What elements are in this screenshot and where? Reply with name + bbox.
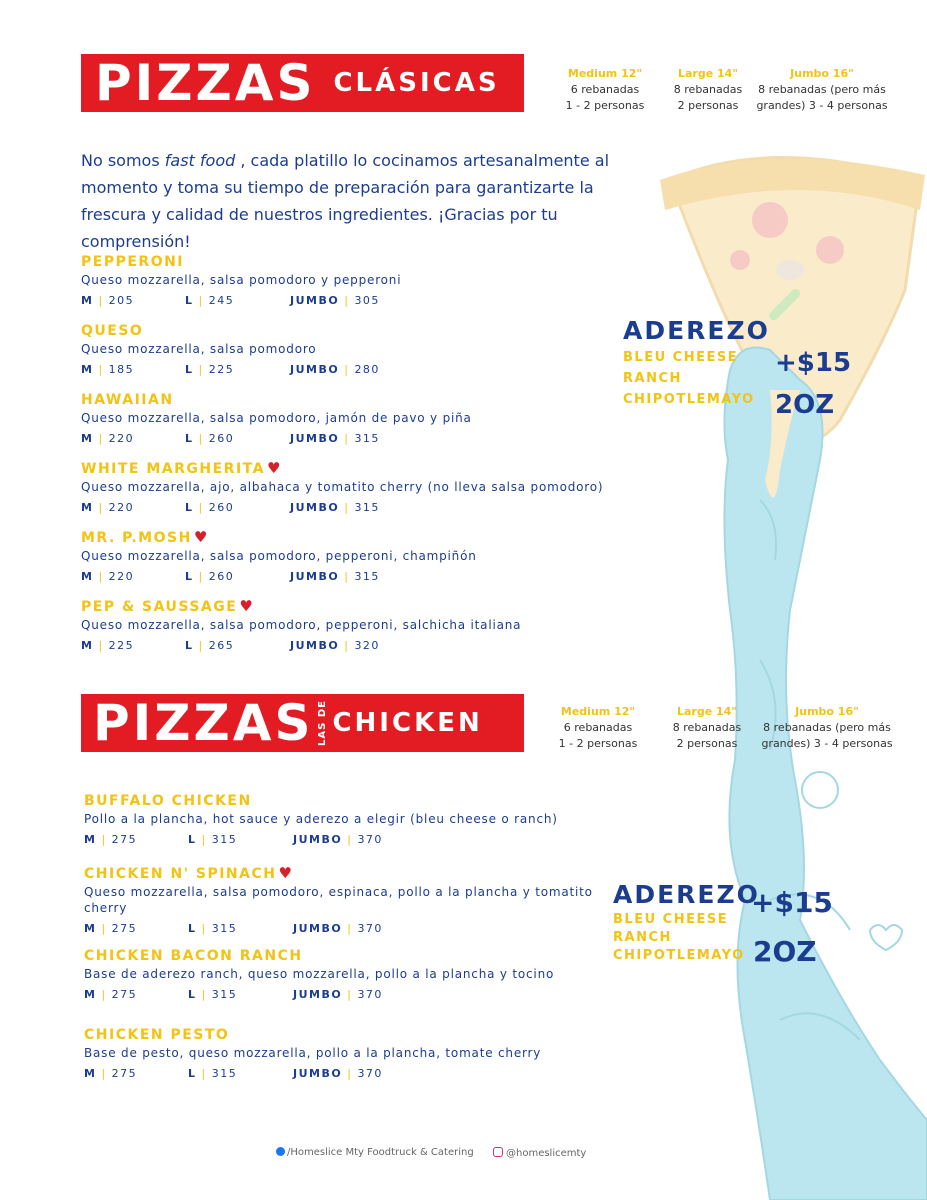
price-jumbo: 370 <box>357 833 383 846</box>
price-jumbo: 370 <box>357 988 383 1001</box>
price-separator: | <box>347 922 353 935</box>
price-separator: | <box>201 922 207 935</box>
price-separator: | <box>201 833 207 846</box>
section1-title-small: CLÁSICAS <box>333 68 500 98</box>
size-slices: 6 rebanadas <box>563 721 633 734</box>
price-separator: | <box>198 294 204 307</box>
price-jumbo: 315 <box>354 501 380 514</box>
price-label-m: M <box>81 432 94 445</box>
aderezo-options <box>613 911 863 965</box>
size-slices: 8 rebanadas (pero más <box>763 721 891 734</box>
price-separator: | <box>344 501 350 514</box>
price-separator: | <box>98 501 104 514</box>
heart-icon: ♥ <box>278 864 294 882</box>
price-m: 205 <box>108 294 135 307</box>
price-l: 245 <box>208 294 235 307</box>
aderezo-price: +$15 <box>751 886 833 919</box>
menu-item <box>81 390 621 446</box>
price-jumbo: 320 <box>354 639 380 652</box>
price-m: 220 <box>108 432 135 445</box>
price-separator: | <box>98 432 104 445</box>
price-separator: | <box>98 639 104 652</box>
price-separator: | <box>201 988 207 1001</box>
section1-aderezo <box>623 316 853 426</box>
price-separator: | <box>347 988 353 1001</box>
price-m: 275 <box>111 922 138 935</box>
price-label-m: M <box>81 639 94 652</box>
item-description: Queso mozzarella, salsa pomodoro, pepperoni, salchicha italiana <box>81 618 522 632</box>
size-slices: 6 rebanadas <box>570 83 640 96</box>
size-name: Jumbo 16" <box>795 705 859 718</box>
section2-aderezo <box>613 880 863 990</box>
section2-title-banner <box>81 694 524 752</box>
price-jumbo: 280 <box>354 363 380 376</box>
intro-text-2: , cada platillo lo cocinamos artesanalmente al momento y toma su tiempo de preparación para garantizarte la frescura y calidad de nuestros ingredientes. ¡Gracias por tu comprensión! <box>81 151 610 251</box>
aderezo-option: CHIPOTLEMAYO <box>623 392 755 407</box>
item-name-text: QUESO <box>81 323 144 339</box>
item-prices <box>81 432 621 446</box>
aderezo-title: ADEREZO <box>623 316 770 345</box>
menu-item <box>84 791 594 847</box>
price-label-l: L <box>188 833 197 846</box>
pizza-arm-illustration <box>650 140 927 1200</box>
price-l: 225 <box>208 363 235 376</box>
price-l: 315 <box>211 988 238 1001</box>
heart-icon: ♥ <box>239 597 255 615</box>
item-name <box>84 864 594 882</box>
item-name-text: CHICKEN N' SPINACH <box>84 866 277 882</box>
price-jumbo: 370 <box>357 1067 383 1080</box>
price-label-l: L <box>185 432 194 445</box>
item-name-text: HAWAIIAN <box>81 392 174 408</box>
heart-icon: ♥ <box>266 459 282 477</box>
section2-title-small: CHICKEN <box>332 708 483 738</box>
item-description: Queso mozzarella, salsa pomodoro, espinaca, pollo a la plancha y tomatito cherry <box>84 885 593 915</box>
aderezo-option: RANCH <box>623 371 682 386</box>
instagram-icon <box>493 1147 503 1157</box>
price-label-l: L <box>185 294 194 307</box>
price-separator: | <box>347 833 353 846</box>
item-prices <box>84 1067 594 1081</box>
price-l: 260 <box>208 570 235 583</box>
intro-text-italic: fast food <box>164 151 236 170</box>
aderezo-size: 2OZ <box>753 935 817 968</box>
section1-size-medium <box>555 66 655 114</box>
size-name: Large 14" <box>676 705 738 718</box>
section2-size-jumbo <box>755 704 899 752</box>
item-description: Queso mozzarella, salsa pomodoro, jamón de pavo y piña <box>81 411 472 425</box>
price-l: 315 <box>211 1067 238 1080</box>
item-name <box>84 791 594 809</box>
heart-icon: ♥ <box>193 528 209 546</box>
item-name-text: PEPPERONI <box>81 254 185 270</box>
price-label-l: L <box>185 570 194 583</box>
item-name-text: CHICKEN PESTO <box>84 1027 230 1043</box>
item-name-text: CHICKEN BACON RANCH <box>84 948 303 964</box>
price-label-m: M <box>81 501 94 514</box>
aderezo-price: +$15 <box>775 348 852 378</box>
price-l: 315 <box>211 922 238 935</box>
item-name <box>84 946 594 964</box>
price-label-l: L <box>188 988 197 1001</box>
price-label-jumbo: JUMBO <box>293 988 343 1001</box>
aderezo-option: BLEU CHEESE <box>623 350 739 365</box>
aderezo-size: 2OZ <box>775 390 835 420</box>
size-name: Large 14" <box>677 67 739 80</box>
price-separator: | <box>198 363 204 376</box>
item-description: Queso mozzarella, ajo, albahaca y tomatito cherry (no lleva salsa pomodoro) <box>81 480 604 494</box>
item-name <box>81 597 621 615</box>
price-label-jumbo: JUMBO <box>293 833 343 846</box>
price-m: 220 <box>108 570 135 583</box>
size-slices: 8 rebanadas <box>672 721 742 734</box>
item-description: Queso mozzarella, salsa pomodoro, pepperoni, champiñón <box>81 549 477 563</box>
section1-size-large <box>663 66 753 114</box>
section1-title-big: PIZZAS <box>95 54 316 112</box>
section2-size-medium <box>548 704 648 752</box>
price-separator: | <box>101 922 107 935</box>
intro-text-1: No somos <box>81 151 165 170</box>
price-l: 260 <box>208 432 235 445</box>
price-separator: | <box>201 1067 207 1080</box>
item-description: Pollo a la plancha, hot sauce y aderezo a elegir (bleu cheese o ranch) <box>84 812 558 826</box>
aderezo-option: BLEU CHEESE <box>613 912 729 927</box>
menu-item <box>84 946 594 1002</box>
price-label-m: M <box>84 922 97 935</box>
size-people: 1 - 2 personas <box>558 737 638 750</box>
price-m: 275 <box>111 988 138 1001</box>
price-separator: | <box>344 294 350 307</box>
item-description: Queso mozzarella, salsa pomodoro y pepperoni <box>81 273 402 287</box>
menu-item <box>84 1025 594 1081</box>
item-prices <box>84 833 594 847</box>
price-separator: | <box>98 294 104 307</box>
price-label-jumbo: JUMBO <box>293 922 343 935</box>
item-name <box>81 321 621 339</box>
price-label-l: L <box>188 922 197 935</box>
item-description: Queso mozzarella, salsa pomodoro <box>81 342 317 356</box>
item-prices <box>81 294 621 308</box>
section1-size-jumbo <box>752 66 892 114</box>
aderezo-title: ADEREZO <box>613 880 760 909</box>
size-name: Medium 12" <box>567 67 643 80</box>
item-prices <box>84 988 594 1002</box>
size-people: grandes) 3 - 4 personas <box>761 737 893 750</box>
price-separator: | <box>101 1067 107 1080</box>
price-separator: | <box>101 988 107 1001</box>
price-jumbo: 315 <box>354 432 380 445</box>
size-people: 2 personas <box>677 99 739 112</box>
price-jumbo: 305 <box>354 294 380 307</box>
section1-menu-list <box>81 252 621 653</box>
item-prices <box>84 922 594 936</box>
price-separator: | <box>198 639 204 652</box>
price-separator: | <box>344 432 350 445</box>
price-m: 220 <box>108 501 135 514</box>
price-label-jumbo: JUMBO <box>290 639 340 652</box>
price-separator: | <box>98 363 104 376</box>
price-label-jumbo: JUMBO <box>290 363 340 376</box>
intro-paragraph <box>81 147 661 255</box>
item-prices <box>81 501 621 515</box>
section1-title-banner <box>81 54 524 112</box>
price-label-m: M <box>81 363 94 376</box>
item-description: Base de aderezo ranch, queso mozzarella, pollo a la plancha y tocino <box>84 967 555 981</box>
price-label-jumbo: JUMBO <box>290 432 340 445</box>
price-l: 315 <box>211 833 238 846</box>
size-slices: 8 rebanadas <box>673 83 743 96</box>
price-l: 265 <box>208 639 235 652</box>
item-name-text: BUFFALO CHICKEN <box>84 793 252 809</box>
size-name: Jumbo 16" <box>790 67 854 80</box>
size-slices: 8 rebanadas (pero más <box>758 83 886 96</box>
price-label-l: L <box>185 639 194 652</box>
item-name <box>84 1025 594 1043</box>
price-label-l: L <box>188 1067 197 1080</box>
price-separator: | <box>344 570 350 583</box>
price-jumbo: 315 <box>354 570 380 583</box>
section2-title-big: PIZZAS <box>93 694 314 752</box>
menu-item <box>81 459 621 515</box>
price-separator: | <box>198 501 204 514</box>
price-jumbo: 370 <box>357 922 383 935</box>
menu-item <box>84 864 594 936</box>
price-separator: | <box>198 432 204 445</box>
size-people: 1 - 2 personas <box>565 99 645 112</box>
price-m: 275 <box>111 1067 138 1080</box>
size-people: grandes) 3 - 4 personas <box>756 99 888 112</box>
aderezo-option: RANCH <box>613 930 672 945</box>
price-m: 185 <box>108 363 135 376</box>
item-name <box>81 390 621 408</box>
item-name-text: PEP & SAUSSAGE <box>81 599 238 615</box>
price-label-m: M <box>81 570 94 583</box>
item-prices <box>81 363 621 377</box>
footer-instagram[interactable] <box>493 1147 586 1159</box>
item-description: Base de pesto, queso mozzarella, pollo a la plancha, tomate cherry <box>84 1046 542 1060</box>
price-label-m: M <box>84 1067 97 1080</box>
price-label-l: L <box>185 501 194 514</box>
price-separator: | <box>344 363 350 376</box>
size-people: 2 personas <box>676 737 738 750</box>
price-m: 275 <box>111 833 138 846</box>
facebook-handle: /Homeslice Mty Foodtruck & Catering <box>287 1147 474 1158</box>
item-name <box>81 459 621 477</box>
price-label-m: M <box>84 988 97 1001</box>
price-label-jumbo: JUMBO <box>290 294 340 307</box>
facebook-icon <box>276 1147 285 1156</box>
item-name-text: WHITE MARGHERITA <box>81 461 265 477</box>
menu-item <box>81 597 621 653</box>
price-label-jumbo: JUMBO <box>293 1067 343 1080</box>
item-name <box>81 528 621 546</box>
footer-facebook[interactable] <box>276 1147 474 1158</box>
price-label-m: M <box>84 833 97 846</box>
section2-size-large <box>662 704 752 752</box>
price-label-jumbo: JUMBO <box>290 501 340 514</box>
size-name: Medium 12" <box>560 705 636 718</box>
price-separator: | <box>347 1067 353 1080</box>
price-m: 225 <box>108 639 135 652</box>
section2-menu-list <box>84 791 594 1081</box>
price-label-l: L <box>185 363 194 376</box>
price-label-m: M <box>81 294 94 307</box>
item-prices <box>81 639 621 653</box>
menu-item <box>81 321 621 377</box>
section2-title-vertical: LAS DE <box>317 700 329 746</box>
instagram-handle: @homeslicemty <box>506 1148 587 1159</box>
price-separator: | <box>98 570 104 583</box>
item-prices <box>81 570 621 584</box>
price-separator: | <box>101 833 107 846</box>
item-name <box>81 252 621 270</box>
menu-item <box>81 528 621 584</box>
price-separator: | <box>344 639 350 652</box>
aderezo-option: CHIPOTLEMAYO <box>613 948 745 963</box>
price-l: 260 <box>208 501 235 514</box>
menu-item <box>81 252 621 308</box>
price-separator: | <box>198 570 204 583</box>
item-name-text: MR. P.MOSH <box>81 530 192 546</box>
price-label-jumbo: JUMBO <box>290 570 340 583</box>
